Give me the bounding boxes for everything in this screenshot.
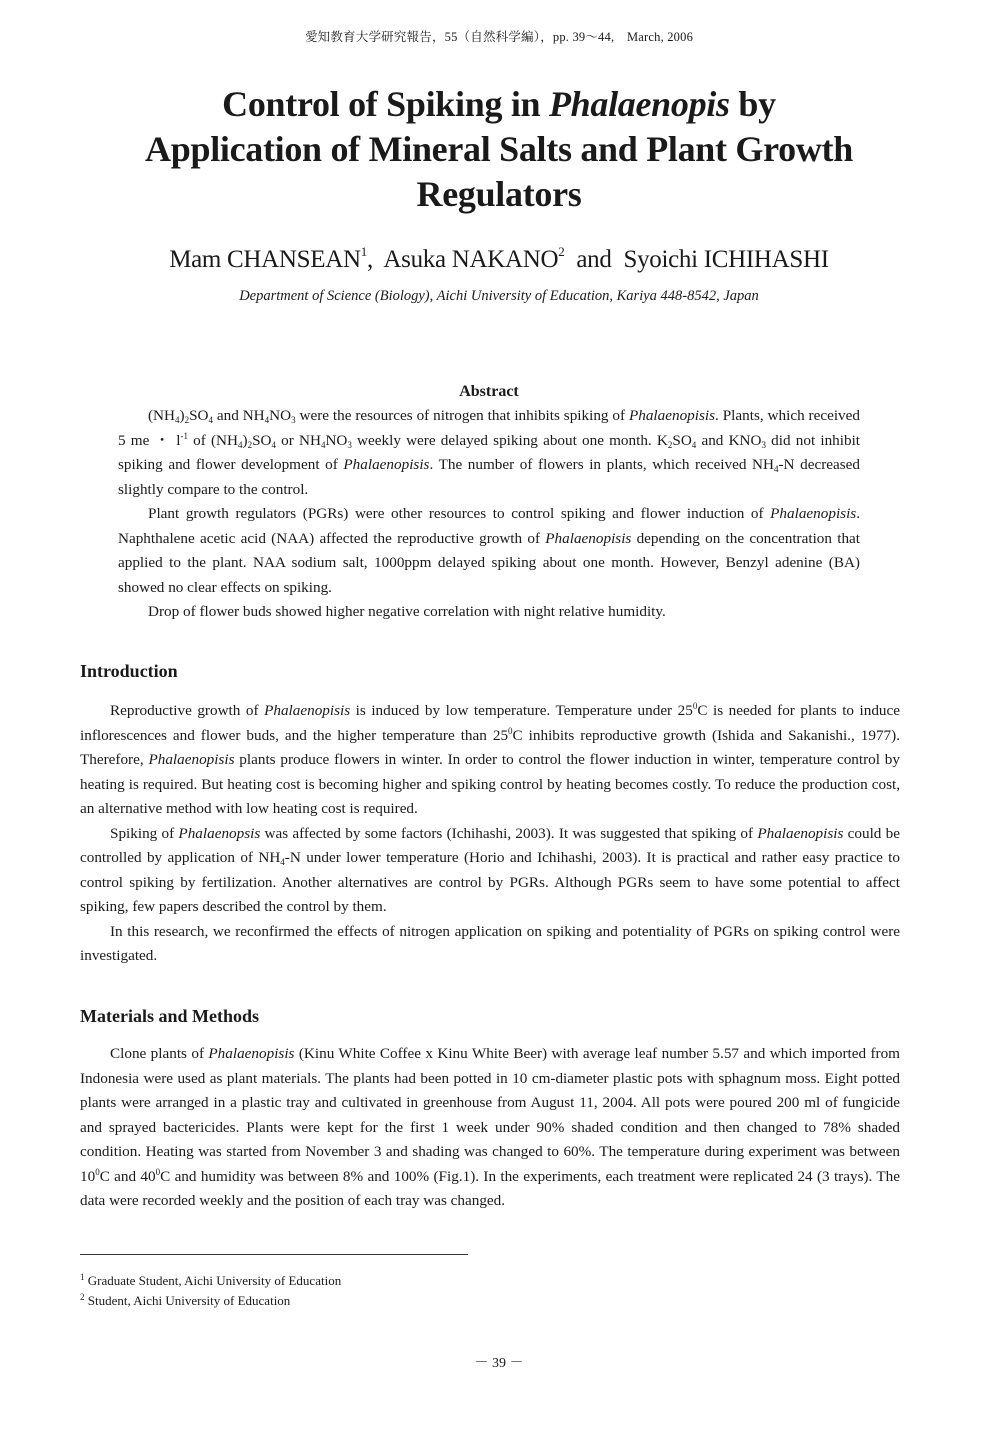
abstract-paragraph: Drop of flower buds showed higher negative correlation with night relative humidity. [148,603,666,620]
body-paragraph: Spiking of Phalaenopsis was affected by some factors (Ichihashi, 2003). It was suggested that spiking of Phalaenopisis could be controlled by application of $NH_4-N$ under lower temperature (Horio and Ichihashi, 2003). It is practical and rather easy practice to control spiking by fertilization. Another alternatives are control by PGRs. Although PGRs seem to have some potential to affect spiking, few papers described the control by them. [80,824,900,915]
abstract-heading: Abstract [459,383,519,400]
footnote-rule [80,1254,468,1255]
italic-term: Phalaenopsis [178,824,261,842]
title-line-1: Control of Spiking in Phalaenopis by [222,84,776,124]
footnote: $^1$ Graduate Student, Aichi University of Education [80,1272,342,1288]
italic-term: Phalaenopisis [208,1045,295,1062]
italic-term: Phalaenopisis [628,407,716,424]
methods-body [80,1042,900,1214]
abstract-body [118,404,860,625]
author: Syoichi ICHIHASHI [623,246,829,273]
paper-title [60,82,938,217]
section-heading-introduction: Introduction [80,661,178,681]
italic-term: Phalaenopisis [545,529,632,547]
italic-term: Phalaenopisis [264,702,351,719]
abstract-paragraph: Plant growth regulators (PGRs) were other resources to control spiking and flower induction of Phalaenopisis. Naphthalene acetic acid (NAA) affected the reproductive growth of Phalaenopisis depending on the concentration that applied to the plant. NAA sodium salt, 1000ppm delayed spiking about one month. However, Benzyl adenine (BA) showed no clear effects on spiking. [118,505,860,596]
introduction-body [80,699,900,969]
author: Mam CHANSEAN$^1$, [169,244,384,273]
title-line-2: Application of Mineral Salts and Plant Growth [145,129,853,169]
abstract-paragraph: $(NH_4)_2SO_4$ and $NH_4NO_3$ were the resources of nitrogen that inhibits spiking of Phalaenopisis. Plants, which received 5 me ・ $l^{-1}$ of $(NH_4)_2SO_4$ or $NH_4NO_3$ weekly were delayed spiking about one month. $K_2SO_4$ and $KNO_3$ did not inhibit spiking and flower development of Phalaenopisis. The number of flowers in plants, which received $NH_4-N$ decreased slightly compare to the control. [118,407,861,498]
body-paragraph: In this research, we reconfirmed the effects of nitrogen application on spiking and potentiality of PGRs on spiking control were investigated. [80,922,900,964]
body-paragraph: Clone plants of Phalaenopisis (Kinu White Coffee x Kinu White Beer) with average leaf number 5.57 and which imported from Indonesia were used as plant materials. The plants had been potted in 10 cm-diameter plastic pots with sphagnum moss. Eight potted plants were arranged in a plastic tray and cultivated in greenhouse from August 11, 2004. All pots were poured 200 ml of fungicide and sprayed bactericides. Plants were kept for the first 1 week under 90% shaded condition and then changed to 78% shaded condition. Heating was started from November 3 and shading was changed to 60%. The temperature during experiment was between $10^0C$ and $40^0C$ and humidity was between 8% and 100% (Fig.1). In the experiments, each treatment were replicated 24 (3 trays). The data were recorded weekly and the position of each tray was changed. [80,1045,901,1209]
footnote: $^2$ Student, Aichi University of Education [80,1292,291,1308]
section-heading-methods: Materials and Methods [80,1006,259,1026]
italic-term: Phalaenopisis [757,824,844,842]
italic-term: Phalaenopisis [343,456,430,473]
affiliation: Department of Science (Biology), Aichi University of Education, Kariya 448-8542, Japan [239,288,759,304]
author: Asuka NAKANO$^2$ and [383,244,624,273]
italic-term: Phalaenopisis [770,505,857,522]
body-paragraph: Reproductive growth of Phalaenopisis is induced by low temperature. Temperature under $25^0C$ is needed for plants to induce inflorescences and flower buds, and the higher temperature than $25^0C$ inhibits reproductive growth (Ishida and Sakanishi., 1977). Therefore, Phalaenopisis plants produce flowers in winter. In order to control the flower induction in winter, temperature control by heating is required. But heating cost is becoming higher and spiking control by heating becomes costly. To reduce the production cost, an alternative method with low heating cost is required. [80,701,901,817]
author-list [0,246,998,274]
title-genus: Phalaenopis [548,84,730,124]
title-line-3: Regulators [416,174,582,214]
page-number: － 39 － [474,1356,524,1371]
italic-term: Phalaenopisis [148,751,235,768]
running-head: 愛知教育大学研究報告，55（自然科学編），pp. 39～44, March, 2006 [304,30,694,44]
